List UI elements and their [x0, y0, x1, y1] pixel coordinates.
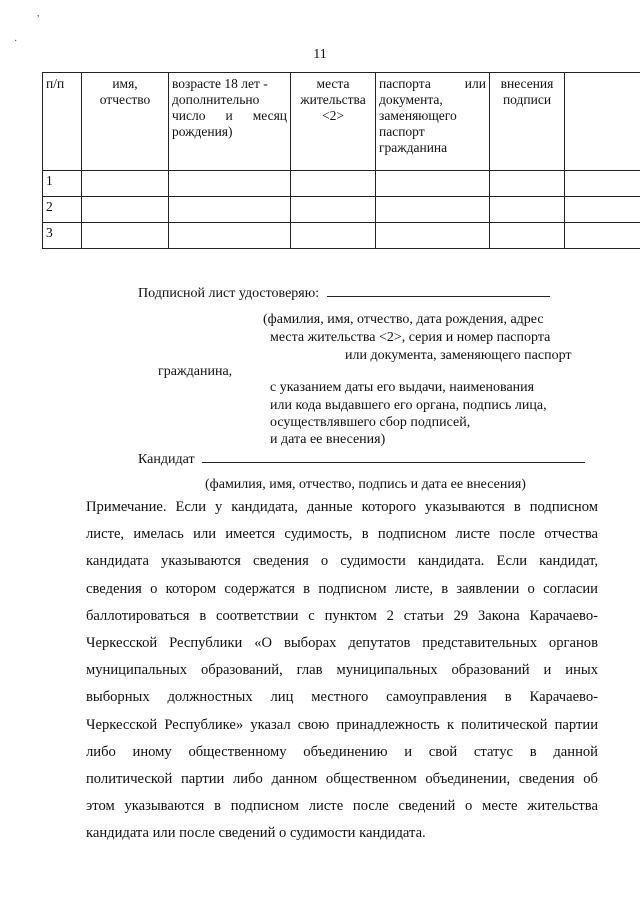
note-line: Черкесской Республики «О выборах депутатов представительных органов	[86, 634, 598, 651]
note-line: Черкесской Республике» указал свою принадлежность к политической партии	[86, 716, 598, 733]
table-cell[interactable]	[82, 223, 169, 249]
certify-hint-line: с указанием даты его выдачи, наименования	[270, 380, 535, 395]
table-cell[interactable]	[291, 223, 376, 249]
table-cell[interactable]	[169, 171, 291, 197]
note-line: листе, имелась или имеется судимость, в подписном листе после отчества	[86, 526, 598, 543]
table-row	[43, 197, 640, 223]
table-cell[interactable]	[490, 171, 565, 197]
certify-label: Подписной лист удостоверяю:	[138, 286, 320, 301]
note-line: кандидата или после сведений о судимости кандидата.	[86, 825, 426, 842]
note-line: муниципальных образований, глав муниципальных образований и иных	[86, 662, 598, 679]
table-cell[interactable]	[169, 223, 291, 249]
table-cell[interactable]	[490, 197, 565, 223]
table-header-row	[43, 73, 640, 171]
note-line: сведения о котором содержатся в подписном листе, в заявлении о согласии	[86, 580, 598, 597]
table-cell[interactable]	[376, 197, 490, 223]
candidate-label: Кандидат	[138, 452, 195, 467]
note-line: либо иному общественному объединению и свой статус в данной	[86, 743, 598, 760]
header-cell-signature-date: внесения подписи	[490, 73, 565, 171]
scan-mark: ·	[14, 36, 18, 47]
table-cell[interactable]	[291, 171, 376, 197]
signature-table	[42, 72, 640, 249]
table-row	[43, 223, 640, 249]
table-row	[43, 171, 640, 197]
header-cell-name: имя, отчество	[82, 73, 169, 171]
certify-hint-line: или кода выдавшего его органа, подпись лица,	[270, 398, 547, 413]
table-cell[interactable]	[565, 171, 640, 197]
certify-signature-field[interactable]	[327, 283, 550, 297]
scan-mark: ,	[37, 8, 40, 19]
candidate-hint: (фамилия, имя, отчество, подпись и дата ее внесения)	[205, 477, 526, 492]
note-line: политической партии либо данном общественном объединении, сведения об	[86, 770, 598, 787]
table-cell[interactable]	[291, 197, 376, 223]
note-line: баллотироваться в соответствии с пунктом 2 статьи 29 Закона Карачаево-	[86, 607, 598, 624]
table-cell[interactable]	[376, 171, 490, 197]
table-cell[interactable]	[490, 223, 565, 249]
note-line: кандидата указываются сведения о судимости кандидата. Если кандидат,	[86, 553, 598, 570]
table-cell[interactable]	[82, 171, 169, 197]
certify-hint-line: места жительства <2>, серия и номер паспорта	[270, 330, 551, 345]
table-cell[interactable]	[82, 197, 169, 223]
row-number: 2	[43, 197, 82, 223]
certify-hint-line: гражданина,	[158, 364, 233, 379]
certify-line	[138, 283, 550, 303]
header-cell-passport: паспорта или документа, заменяющего паспорт гражданина	[376, 73, 490, 171]
candidate-signature-field[interactable]	[202, 449, 585, 463]
table-cell[interactable]	[376, 223, 490, 249]
header-cell-residence: места жительства <2>	[291, 73, 376, 171]
note-line: этом указываются в подписном листе после сведений о месте жительства	[86, 798, 598, 815]
table-cell[interactable]	[565, 223, 640, 249]
note-line: выборных должностных лиц местного самоуправления в Карачаево-	[86, 689, 598, 706]
candidate-line	[138, 449, 585, 469]
note-line: Примечание. Если у кандидата, данные которого указываются в подписном	[86, 499, 598, 515]
table-cell[interactable]	[565, 197, 640, 223]
page-number: 11	[313, 47, 327, 62]
row-number: 1	[43, 171, 82, 197]
header-cell-birthdate: возрасте 18 лет - дополнительно число и месяц рождения)	[169, 73, 291, 171]
table-cell[interactable]	[169, 197, 291, 223]
header-cell-number: п/п	[43, 73, 82, 171]
header-cell-signature	[565, 73, 640, 171]
row-number: 3	[43, 223, 82, 249]
certify-hint-line: (фамилия, имя, отчество, дата рождения, адрес	[263, 312, 544, 327]
note-paragraph	[86, 494, 598, 847]
certify-hint-line: и дата ее внесения)	[270, 432, 386, 447]
certify-hint-line: осуществлявшего сбор подписей,	[270, 415, 471, 430]
certify-hint-line: или документа, заменяющего паспорт	[345, 348, 572, 363]
